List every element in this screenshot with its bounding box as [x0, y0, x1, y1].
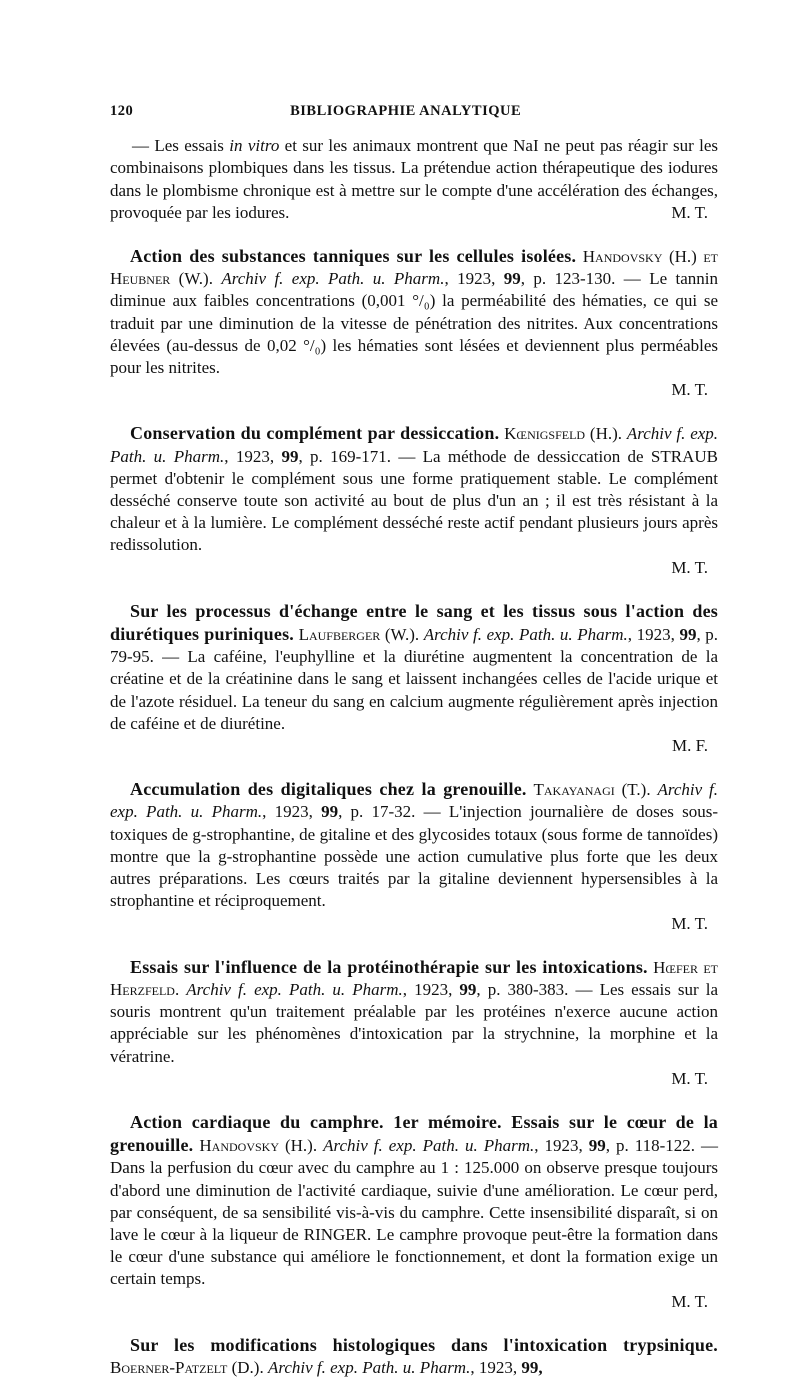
entry-year: , 1923,: [470, 1357, 522, 1377]
page-header: [110, 100, 718, 122]
entry-volume: 99: [281, 446, 299, 466]
entry-journal: Archiv f. exp. Path. u. Pharm.: [110, 424, 719, 466]
running-title: BIBLIOGRAPHIE ANALYTIQUE: [290, 103, 522, 119]
entry-title: Essais sur l'influence de la protéinothérapie sur les intoxications.: [130, 956, 648, 977]
entry-year: , 1923,: [262, 802, 322, 822]
entry-title: Sur les modifications histologiques dans l'intoxication trypsinique.: [130, 1334, 718, 1355]
bibliography-entry: [110, 422, 718, 578]
entry-authors: Hœfer et Herzfeld.: [110, 957, 719, 999]
entry-authors: Takayanagi (T.).: [533, 780, 651, 800]
entry-year: , 1923,: [402, 979, 460, 999]
entry-signature: M. T.: [671, 1068, 708, 1088]
entry-journal: Archiv f. exp. Path. u. Pharm.: [323, 1136, 535, 1156]
page: [110, 100, 718, 1400]
entry-journal: Archiv f. exp. Path. u. Pharm.: [110, 780, 718, 822]
entry-signature: M. T.: [671, 380, 708, 400]
entry-title: Conservation du complément par dessiccation.: [130, 423, 500, 444]
entry-title: Action des substances tanniques sur les cellules isolées.: [130, 246, 577, 267]
entry-pages: , p. 380-383.: [476, 979, 569, 999]
entry-authors: Laufberger (W.).: [298, 625, 420, 645]
entry-authors: Kœnigsfeld (H.).: [504, 424, 623, 444]
entry-title: Sur les processus d'échange entre le sang et les tissus sous l'action des diurétiques puriniques.: [110, 600, 718, 645]
entry-signature: M. F.: [672, 736, 708, 756]
entry-volume: 99: [588, 1136, 606, 1156]
page-number: 120: [110, 103, 134, 119]
entry-authors: Boerner-Patzelt (D.).: [110, 1357, 264, 1377]
bibliography-entry: [110, 1334, 718, 1379]
entry-year: , 1923,: [224, 446, 282, 466]
entry-authors: Handovsky (H.) et Heubner (W.).: [110, 247, 719, 289]
bibliography-entry: [110, 245, 718, 401]
entry-pages: , p. 17-32.: [338, 802, 416, 822]
bibliography-entry: [110, 1111, 718, 1313]
entry-year: , 1923,: [444, 269, 504, 289]
entry-pages: , p. 79-95.: [110, 625, 719, 667]
entry-volume: 99: [321, 802, 339, 822]
bibliography-entry: [110, 956, 718, 1090]
intro-signature: M. T.: [671, 202, 708, 222]
entry-volume: 99,: [521, 1357, 543, 1377]
entry-journal: Archiv f. exp. Path. u. Pharm.: [186, 979, 403, 999]
entry-journal: Archiv f. exp. Path. u. Pharm.: [221, 269, 445, 289]
entry-body: — Dans la perfusion du cœur avec du camphre au 1 : 125.000 on observe presque toujours d'abord une diminution de l'activité cardiaque, suivie d'une amélioration. Le cœur perd, par conséquent, de sa sensibilité vis-à-vis du camphre. Cette insensibilité disparaît, si on lave le cœur à la liqueur de RINGER. Le camphre provoque peut-être la formation dans le cœur d'une substance qui améliore le fonctionnement, et dont la formation exige un certain temps.: [110, 1136, 719, 1289]
bibliography-entry: [110, 600, 718, 757]
entry-body: — La méthode de dessiccation de STRAUB permet d'obtenir le complément sous une forme pratiquement stable. Le complément desséché conserve toute son activité au bout de plus d'un an ; il est très résistant à la chaleur et à la lumière. Le complément desséché reste actif pendant plusieurs jours après redissolution.: [110, 446, 718, 555]
entry-body: — Les essais sur la souris montrent qu'un traitement préalable par les protéines n'exerce aucune action appréciable sur les phénomènes d'intoxication par la strychnine, la morphine et la vératrine.: [110, 979, 719, 1066]
entry-journal: Archiv f. exp. Path. u. Pharm.: [423, 625, 628, 645]
intro-post: et sur les animaux montrent que NaI ne peut pas réagir sur les combinaisons plombiques dans les tissus. La prétendue action thérapeutique des iodures dans le plombisme chronique est à mettre sur le compte d'une accélération des échanges, provoquée par les iodures.: [110, 136, 719, 222]
entry-pages: , p. 123-130.: [520, 269, 616, 289]
entry-year: , 1923,: [627, 625, 680, 645]
entry-volume: 99: [459, 979, 477, 999]
entry-journal: Archiv f. exp. Path. u. Pharm.: [267, 1357, 471, 1377]
entry-pages: , p. 169-171.: [298, 446, 392, 466]
entry-title: Accumulation des digitaliques chez la grenouille.: [130, 779, 527, 800]
entry-body: — Le tannin diminue aux faibles concentrations (0,001 °/₀) la perméabilité des hématies, ce qui se traduit par une diminution de la vitesse de pénétration des nitrites. Aux concentrations élevées (au-dessus de 0,02 °/₀) les hématies sont lésées et deviennent plus perméables pour les nitrites.: [110, 269, 719, 378]
entry-body: — La caféine, l'euphylline et la diurétine augmentent la concentration de la créatine et de la créatinine dans le sang et laissent inchangées celles de l'acide urique et de l'azote résiduel. La teneur du sang en calcium augmente régulièrement après injection de caféine et de diurétine.: [110, 647, 718, 733]
entries-list: [110, 245, 718, 1379]
entry-title: Action cardiaque du camphre. 1er mémoire. Essais sur le cœur de la grenouille.: [110, 1111, 718, 1156]
entry-body: — L'injection journalière de doses sous-toxiques de g-strophantine, de gitaline et des glycosides totaux (sous forme de tannoïdes) montre que la g-strophantine possède une action cumulative plus forte que les deux autres préparations. Les cœurs traités par la gitaline deviennent hypersensibles à la strophantine et réciproquement.: [110, 802, 718, 911]
intro-paragraph: [110, 135, 718, 224]
entry-volume: 99: [679, 625, 697, 645]
entry-pages: , p. 118-122.: [605, 1136, 696, 1156]
entry-volume: 99: [503, 269, 521, 289]
intro-pre: — Les essais: [132, 136, 230, 156]
entry-signature: M. T.: [671, 913, 708, 933]
intro-italic: in vitro: [229, 136, 280, 156]
entry-year: , 1923,: [534, 1136, 589, 1156]
entry-signature: M. T.: [671, 1291, 708, 1311]
entry-authors: Handovsky (H.).: [199, 1136, 318, 1156]
entry-signature: M. T.: [671, 557, 708, 577]
bibliography-entry: [110, 778, 718, 934]
